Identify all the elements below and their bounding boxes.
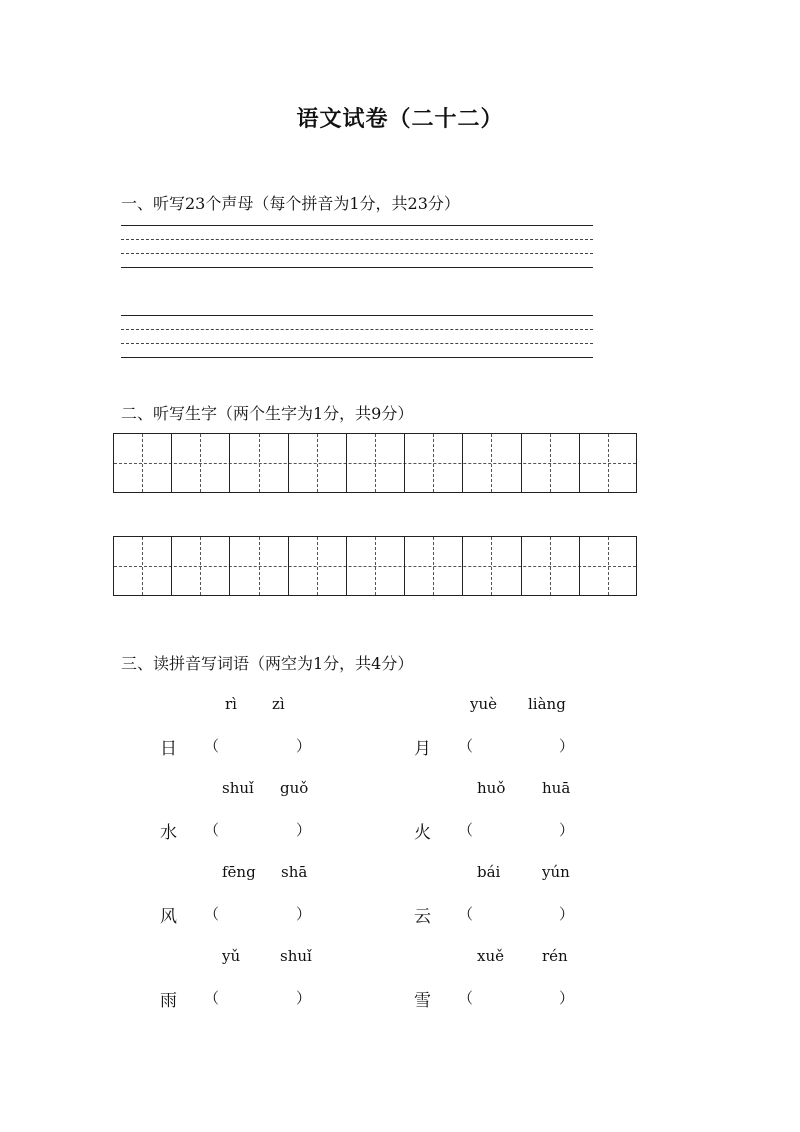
grid-cell-midline [491, 537, 492, 595]
grid-cell-midline [375, 434, 376, 492]
grid-cell-midline [433, 434, 434, 492]
grid-cell-divider [521, 434, 522, 492]
answer-paren-close: ） [296, 905, 312, 923]
grid-cell-midline [433, 537, 434, 595]
grid-cell-midline [200, 434, 201, 492]
pinyin-syllable: zì [272, 695, 285, 713]
pinyin-syllable: rén [542, 947, 568, 965]
answer-paren-open: （ [458, 905, 474, 923]
answer-paren-open: （ [458, 821, 474, 839]
grid-cell-divider [229, 537, 230, 595]
grid-cell-midline [608, 434, 609, 492]
grid-cell-divider [579, 434, 580, 492]
answer-paren-open: （ [204, 821, 220, 839]
grid-cell-midline [259, 537, 260, 595]
answer-paren-close: ） [296, 737, 312, 755]
grid-cell-divider [346, 537, 347, 595]
pinyin-syllable: liàng [528, 695, 566, 713]
grid-cell-midline [550, 434, 551, 492]
section-3-heading: 三、读拼音写词语（两空为1分，共4分） [121, 654, 414, 673]
pinyin-writing-lines-1 [121, 225, 593, 269]
answer-paren-close: ） [559, 905, 575, 923]
grid-cell-divider [462, 434, 463, 492]
word-character: 水 [160, 823, 177, 843]
answer-paren-close: ） [296, 821, 312, 839]
pinyin-syllable: shā [281, 863, 308, 881]
grid-cell-midline [375, 537, 376, 595]
grid-cell-divider [404, 537, 405, 595]
section-1-heading: 一、听写23个声母（每个拼音为1分，共23分） [121, 194, 460, 213]
pinyin-syllable: shuǐ [222, 779, 254, 797]
page-title: 语文试卷（二十二） [296, 106, 504, 132]
word-character: 云 [414, 907, 431, 927]
grid-cell-divider [346, 434, 347, 492]
answer-paren-close: ） [559, 737, 575, 755]
grid-cell-midline [550, 537, 551, 595]
grid-cell-midline [317, 434, 318, 492]
pinyin-syllable: xuě [477, 947, 504, 965]
grid-cell-divider [579, 537, 580, 595]
grid-cell-midline [142, 537, 143, 595]
answer-paren-close: ） [559, 989, 575, 1007]
grid-cell-midline [142, 434, 143, 492]
answer-paren-open: （ [458, 737, 474, 755]
answer-paren-open: （ [204, 905, 220, 923]
word-character: 火 [414, 823, 431, 843]
pinyin-syllable: guǒ [280, 779, 309, 797]
grid-cell-divider [288, 537, 289, 595]
word-character: 雪 [414, 991, 431, 1011]
pinyin-syllable: bái [477, 863, 501, 881]
word-character: 雨 [160, 991, 177, 1011]
grid-cell-midline [608, 537, 609, 595]
grid-cell-divider [521, 537, 522, 595]
answer-paren-close: ） [559, 821, 575, 839]
grid-cell-divider [171, 434, 172, 492]
pinyin-syllable: yǔ [222, 947, 241, 965]
pinyin-writing-lines-2 [121, 315, 593, 359]
answer-paren-close: ） [296, 989, 312, 1007]
grid-cell-divider [462, 537, 463, 595]
grid-cell-midline [317, 537, 318, 595]
answer-paren-open: （ [458, 989, 474, 1007]
pinyin-syllable: yuè [470, 695, 498, 713]
answer-paren-open: （ [204, 989, 220, 1007]
grid-cell-divider [288, 434, 289, 492]
pinyin-syllable: yún [542, 863, 570, 881]
pinyin-syllable: fēng [222, 863, 256, 881]
character-grid-1 [113, 433, 637, 493]
grid-cell-midline [259, 434, 260, 492]
word-character: 月 [414, 739, 431, 759]
word-character: 风 [160, 907, 177, 927]
pinyin-syllable: shuǐ [280, 947, 312, 965]
character-grid-2 [113, 536, 637, 596]
grid-cell-divider [171, 537, 172, 595]
grid-cell-midline [200, 537, 201, 595]
grid-cell-divider [229, 434, 230, 492]
pinyin-syllable: rì [225, 695, 237, 713]
grid-cell-divider [404, 434, 405, 492]
grid-cell-midline [491, 434, 492, 492]
word-character: 日 [160, 739, 177, 759]
pinyin-syllable: huā [542, 779, 571, 797]
answer-paren-open: （ [204, 737, 220, 755]
pinyin-syllable: huǒ [477, 779, 506, 797]
section-2-heading: 二、听写生字（两个生字为1分，共9分） [121, 404, 414, 423]
